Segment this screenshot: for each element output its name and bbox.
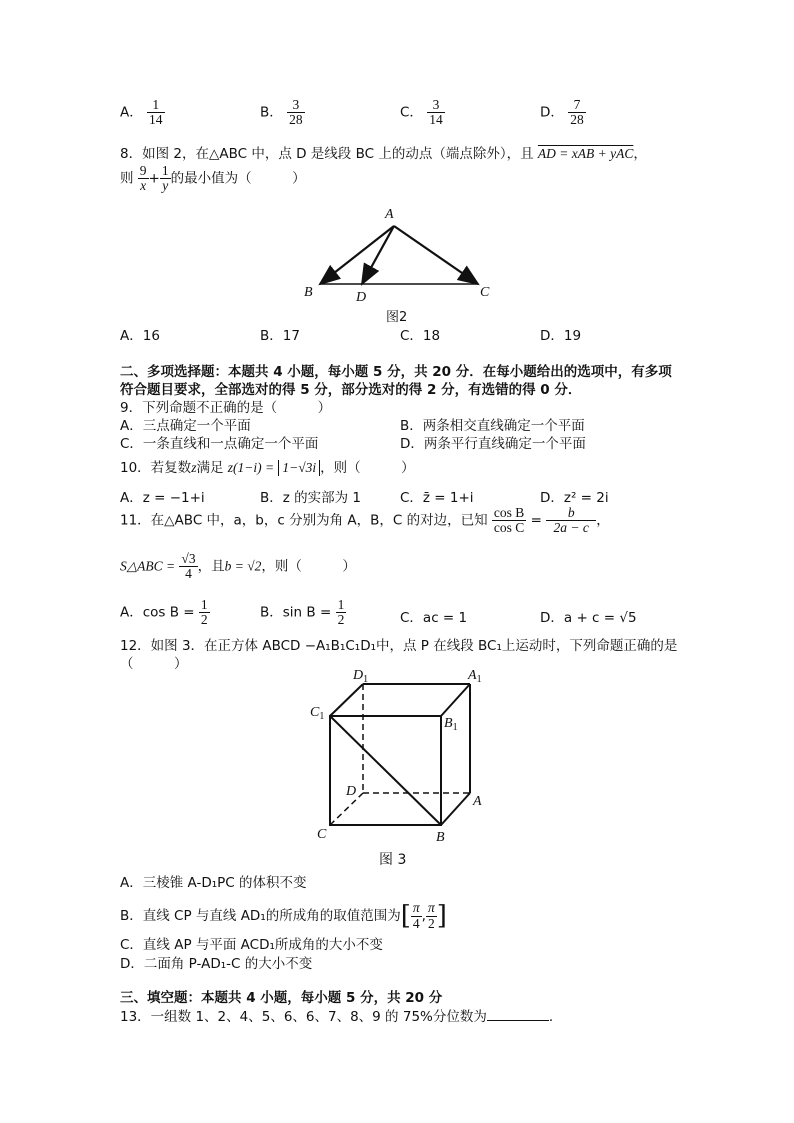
q9-option-d: D．两条平行直线确定一个平面 (400, 436, 586, 452)
q11-option-d: D．a + c = √5 (540, 610, 637, 626)
q10-modulus: 1−√3i (278, 460, 320, 476)
label-a: A (473, 794, 482, 809)
q11-option-a: A．cos B = $\frac{1}{2}$ (120, 597, 208, 628)
figure-3-cube (305, 660, 505, 870)
label-c1: $C_1$ (310, 705, 325, 722)
q10-option-b: B．z 的实部为 1 (260, 490, 362, 506)
q12-option-d: D．二面角 P-AD₁-C 的大小不变 (120, 956, 313, 972)
section-3-heading: 三、填空题：本题共 4 小题，每小题 5 分，共 20 分 (120, 990, 443, 1006)
q12-option-b: B．直线 CP 与直线 AD₁的所成角的取值范围为[ $\frac{\pi}{4}$ , $\frac{\pi}{2}$ ] (120, 900, 447, 931)
q7-option-c: C． $\frac{3}{14}$ (400, 97, 443, 128)
q12-option-c: C．直线 AP 与平面 ACD₁所成角的大小不变 (120, 937, 383, 953)
q8-vector-equation: AD = xAB + yAC (537, 146, 634, 161)
section-2-heading: 二、多项选择题：本题共 4 小题，每小题 5 分，共 20 分．在每小题给出的选项中，有多项 (120, 364, 672, 380)
point-c-label: C (480, 285, 490, 300)
q10-option-a: A．z = −1+i (120, 490, 205, 506)
q10-option-d: D．z² = 2i (540, 490, 609, 506)
q7-option-d: D． $\frac{7}{28}$ (540, 97, 584, 128)
label-a1: $A_1$ (468, 668, 482, 685)
q13-stem: 13．一组数 1、2、4、5、6、6、7、8、9 的 75%分位数为 ． (120, 1009, 563, 1025)
q11-stem: 11．在△ABC 中，a，b，c 分别为角 A，B，C 的对边，已知 $\frac{\text{cos B}}{\text{cos C}}$ = $\frac{b}{2a - c}$ ， (120, 505, 610, 536)
label-b1: $B_1$ (444, 716, 458, 733)
figure-2-caption: 图2 (386, 310, 408, 325)
section-2-heading-2: 符合题目要求，全部选对的得 5 分，部分选对的得 2 分，有选错的得 0 分． (120, 382, 582, 398)
figure-3-caption: 图 3 (379, 852, 407, 868)
label-d: D (346, 784, 357, 799)
q9-stem: 9．下列命题不正确的是（ ） (120, 400, 332, 416)
q9-option-a: A．三点确定一个平面 (120, 418, 251, 434)
point-a-label: A (385, 207, 394, 222)
vector-ab (320, 226, 394, 284)
q9-option-c: C．一条直线和一点确定一个平面 (120, 436, 319, 452)
vector-ac (394, 226, 478, 284)
label-c: C (317, 827, 327, 842)
q9-option-b: B．两条相交直线确定一个平面 (400, 418, 585, 434)
point-d-label: D (356, 290, 367, 305)
q11-option-c: C．ac = 1 (400, 610, 468, 626)
q7-option-a: A． $\frac{1}{14}$ (120, 97, 163, 128)
figure-2-triangle (300, 200, 500, 330)
label-b: B (436, 830, 445, 845)
q7-option-b: B． $\frac{3}{28}$ (260, 97, 303, 128)
q12-stem: 12．如图 3．在正方体 ABCD −A₁B₁C₁D₁中，点 P 在线段 BC₁上运动时，下列命题正确的是 (120, 638, 678, 654)
q8-stem-2: 则 $\frac{9}{x}$ + $\frac{1}{y}$ 的最小值为（ ） (120, 163, 306, 194)
q8-option-a: A．16 (120, 328, 160, 344)
vector-ad (362, 226, 394, 284)
point-b-label: B (304, 285, 313, 300)
q8-option-d: D．19 (540, 328, 582, 344)
q10-option-c: C．z̄ = 1+i (400, 490, 474, 506)
q10-stem: 10．若复数z满足 z(1−i) = 1−√3i ，则（ ） (120, 460, 415, 476)
q8-option-b: B．17 (260, 328, 300, 344)
q13-answer-blank (487, 1008, 549, 1021)
label-d1: $D_1$ (353, 668, 369, 685)
q8-stem: 8．如图 2，在△ABC 中，点 D 是线段 BC 上的动点（端点除外），且 AD = xAB + yAC， (120, 146, 647, 162)
q8-option-c: C．18 (400, 328, 441, 344)
q11-stem-2: S△ABC = $\frac{√3}{4}$ ，且b = √2，则（ ） (120, 551, 356, 582)
q12-option-a: A．三棱锥 A-D₁PC 的体积不变 (120, 875, 307, 891)
q11-option-b: B．sin B = $\frac{1}{2}$ (260, 597, 345, 628)
q12-stem-2: （ ） (120, 656, 188, 672)
